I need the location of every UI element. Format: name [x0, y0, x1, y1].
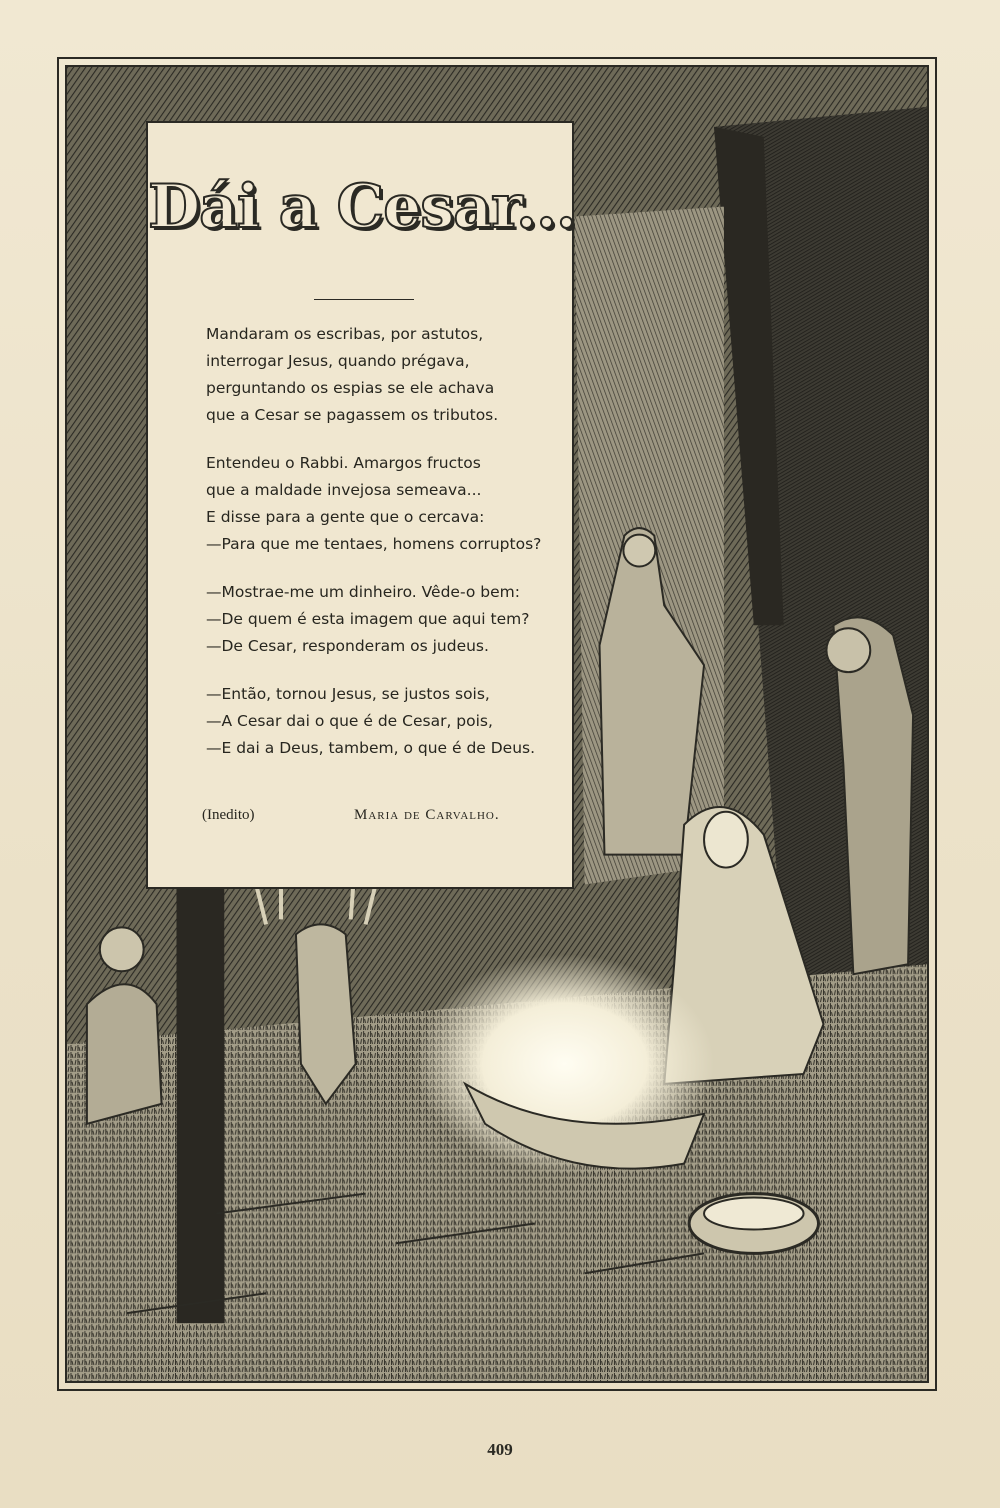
verse: —De quem é esta imagem que aqui tem? — [206, 610, 530, 628]
title-divider — [314, 299, 414, 300]
verse: —Para que me tentaes, homens corruptos? — [206, 535, 542, 553]
page-number: 409 — [487, 1440, 513, 1459]
stanza — [206, 450, 566, 558]
verse: que a maldade invejosa semeava... — [206, 481, 482, 499]
stanza — [206, 321, 566, 429]
poem-card — [146, 121, 574, 889]
verse: perguntando os espias se ele achava — [206, 379, 495, 397]
verse: —Mostrae-me um dinheiro. Vêde-o bem: — [206, 583, 520, 601]
poem-title: Dái a Cesar... — [148, 172, 576, 242]
verse: Entendeu o Rabbi. Amargos fructos — [206, 454, 481, 472]
stanza — [206, 681, 566, 762]
author-signature: Maria de Carvalho. — [354, 807, 500, 823]
verse: —A Cesar dai o que é de Cesar, pois, — [206, 712, 493, 730]
verse: —De Cesar, responderam os judeus. — [206, 637, 489, 655]
verse: interrogar Jesus, quando prégava, — [206, 352, 470, 370]
poem-body — [206, 321, 566, 783]
verse: que a Cesar se pagassem os tributos. — [206, 406, 499, 424]
unpublished-note: (Inedito) — [202, 807, 255, 823]
verse: —E dai a Deus, tambem, o que é de Deus. — [206, 739, 536, 757]
verse: E disse para a gente que o cercava: — [206, 508, 485, 526]
verse: —Então, tornou Jesus, se justos sois, — [206, 685, 490, 703]
verse: Mandaram os escribas, por astutos, — [206, 325, 484, 343]
stanza — [206, 579, 566, 660]
